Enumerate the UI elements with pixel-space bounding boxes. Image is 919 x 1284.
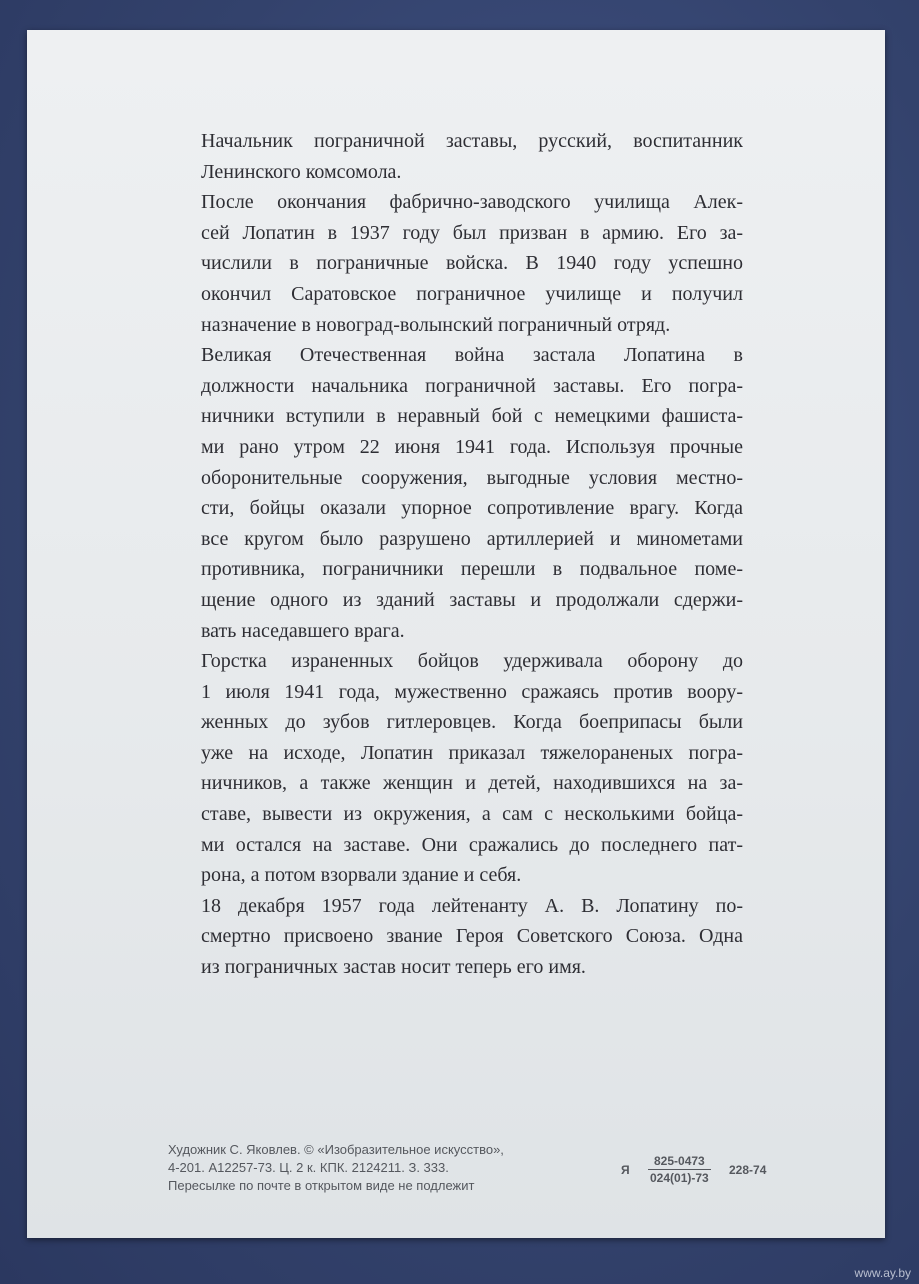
text-line: противника, пограничники перешли в подвальное поме- [201, 558, 743, 581]
text-line: ничники вступили в неравный бой с немецкими фашиста- [201, 405, 743, 428]
paragraph-5 [171, 891, 743, 983]
index-suffix: 228-74 [729, 1163, 767, 1177]
text-line: смертно присвоено звание Героя Советского Союза. Одна [201, 925, 743, 948]
text-line: ставе, вывести из окружения, а сам с несколькими бойца- [201, 803, 743, 826]
publisher-imprint [168, 1141, 504, 1195]
index-letter: Я [621, 1163, 630, 1177]
text-line: сти, бойцы оказали упорное сопротивление врагу. Когда [201, 497, 743, 520]
text-line: ми остался на заставе. Они сражались до последнего пат- [201, 833, 743, 856]
text-line: щение одного из зданий заставы и продолжали сдержи- [201, 588, 743, 611]
text-line: окончил Саратовское пограничное училище и получил [201, 282, 743, 305]
text-line: должности начальника пограничной заставы. Его погра- [201, 374, 743, 397]
paragraph-2 [171, 187, 743, 340]
imprint-mailing-note: Пересылке по почте в открытом виде не подлежит [168, 1178, 475, 1193]
postcard-back [27, 30, 885, 1238]
text-line: ми рано утром 22 июня 1941 года. Используя прочные [201, 435, 743, 458]
text-line: женных до зубов гитлеровцев. Когда боеприпасы были [201, 711, 743, 734]
text-line: 18 декабря 1957 года лейтенанту А. В. Лопатину по- [201, 894, 743, 917]
text-line: Начальник пограничной заставы, русский, воспитанник [201, 130, 743, 152]
text-line: Ленинского комсомола. [201, 160, 402, 183]
index-fraction [648, 1154, 711, 1185]
text-line: 1 июля 1941 года, мужественно сражаясь против воору- [201, 680, 743, 703]
text-line: После окончания фабрично-заводского училища Алек- [201, 191, 743, 214]
index-denominator: 024(01)-73 [650, 1171, 709, 1185]
index-numerator: 825-0473 [648, 1154, 711, 1170]
paragraph-3 [171, 340, 743, 646]
text-line: сей Лопатин в 1937 году был призван в армию. Его за- [201, 221, 743, 244]
site-watermark: www.ay.by [854, 1266, 911, 1280]
paragraph-4 [171, 646, 743, 891]
text-line: Великая Отечественная война застала Лопатина в [201, 344, 743, 367]
text-line: все кругом было разрушено артиллерией и минометами [201, 527, 743, 550]
imprint-artist-line: Художник С. Яковлев. © «Изобразительное искусство», [168, 1142, 504, 1157]
biography-text [171, 126, 743, 983]
imprint-codes-line: 4-201. А12257-73. Ц. 2 к. КПК. 2124211. З. 333. [168, 1160, 449, 1175]
text-line: Горстка израненных бойцов удерживала оборону до [201, 650, 743, 673]
text-line: ничников, а также женщин и детей, находившихся на за- [201, 772, 743, 795]
text-line: рона, а потом взорвали здание и себя. [201, 864, 522, 887]
text-line: из пограничных застав носит теперь его имя. [201, 956, 586, 979]
text-line: числили в пограничные войска. В 1940 году успешно [201, 252, 743, 275]
text-line: уже на исходе, Лопатин приказал тяжелораненых погра- [201, 741, 743, 764]
text-line: назначение в новоград-волынский пограничный отряд. [201, 313, 671, 336]
text-line: вать наседавшего врага. [201, 619, 405, 642]
paragraph-1 [171, 126, 743, 187]
text-line: оборонительные сооружения, выгодные условия местно- [201, 466, 743, 489]
